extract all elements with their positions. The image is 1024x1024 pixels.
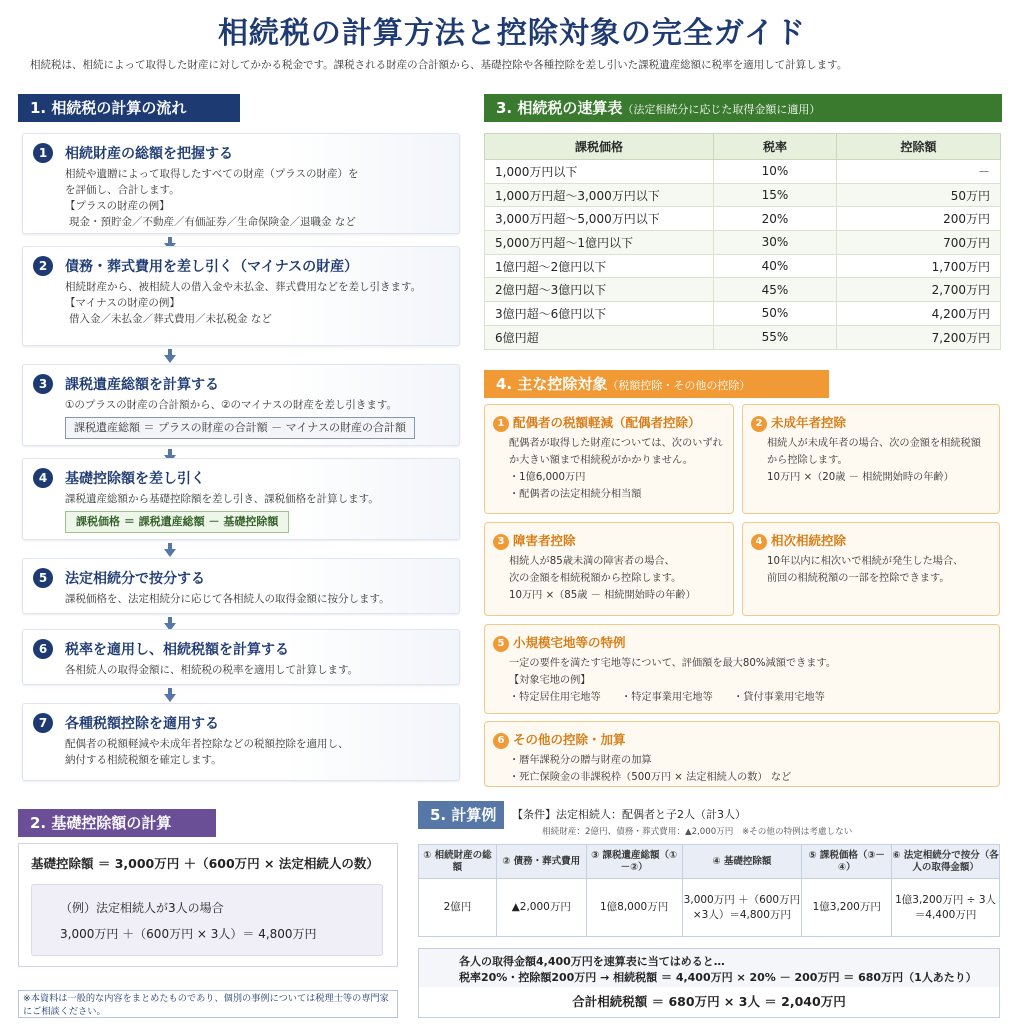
calc-col: ① 相続財産の総額 [419, 845, 497, 879]
deduction-line: 前回の相続税額の一部を控除できます。 [767, 573, 950, 584]
rate-percent: 50% [714, 302, 837, 326]
deduction-body [509, 752, 993, 786]
calc-value: 1億3,200万円 [802, 879, 892, 937]
basic-deduction-example [31, 884, 383, 956]
example-label: （例）法定相続人が3人の場合 [60, 901, 224, 915]
step-title: 債務・葬式費用を差し引く（マイナスの財産） [65, 259, 359, 275]
rate-row [485, 254, 1001, 278]
deduction-line: 10万円 ×（20歳 － 相続開始時の年齢） [767, 472, 954, 483]
step-line: 相続財産から、被相続人の借入金や未払金、葬式費用などを差し引きます。 [65, 281, 422, 293]
step-title: 課税遺産総額を計算する [65, 377, 219, 393]
deduction-title-text: 未成年者控除 [771, 415, 847, 430]
step-formula-wrap [65, 413, 449, 439]
rate-price: 2億円超～3億円以下 [485, 278, 714, 302]
step-title: 税率を適用し、相続税額を計算する [65, 642, 289, 658]
rate-percent: 40% [714, 254, 837, 278]
flow-arrow-icon [164, 549, 176, 557]
rate-percent: 10% [714, 160, 837, 184]
deduction-body [767, 553, 993, 587]
rate-price: 1,000万円超～3,000万円以下 [485, 183, 714, 207]
deduction-body [767, 435, 993, 486]
flow-arrow-icon [164, 694, 176, 702]
step-number: 4 [33, 468, 53, 488]
step-body [65, 736, 449, 768]
rate-row [485, 231, 1001, 255]
calc-value: 3,000万円 ＋（600万円×3人）＝4,800万円 [682, 879, 802, 937]
rate-deduction: 7,200万円 [837, 325, 1001, 349]
deduction-5 [484, 624, 1000, 714]
step-2 [22, 246, 460, 346]
section2-heading: 2. 基礎控除額の計算 [18, 809, 216, 837]
step-title: 相続財産の総額を把握する [65, 146, 233, 162]
basic-deduction-formula: 基礎控除額 ＝ 3,000万円 ＋（600万円 × 法定相続人の数） [31, 856, 379, 871]
rate-deduction: 200万円 [837, 207, 1001, 231]
deduction-number: 5 [493, 636, 509, 652]
deduction-4 [742, 522, 1000, 616]
deduction-3 [484, 522, 734, 616]
step-title: 各種税額控除を適用する [65, 716, 219, 732]
calculation-result [418, 948, 1000, 1018]
step-number: 7 [33, 713, 53, 733]
deduction-number: 4 [751, 534, 767, 550]
rate-col-price: 課税価格 [485, 134, 714, 160]
deduction-line: ・1億6,000万円 [509, 472, 586, 483]
deduction-line: 【対象宅地の例】 [509, 675, 591, 686]
result-line2: 税率20%・控除額200万円 → 相続税額 ＝ 4,400万円 × 20% － 200万円 ＝ 680万円（1人あたり） [459, 971, 977, 984]
deduction-6 [484, 721, 1000, 787]
step-title: 法定相続分で按分する [65, 571, 205, 587]
deduction-line: か大きい額まで相続税がかかりません。 [509, 455, 693, 466]
calc-col: ⑥ 法定相続分で按分（各人の取得金額） [892, 845, 1000, 879]
deduction-number: 2 [751, 416, 767, 432]
deduction-title-text: その他の控除・加算 [513, 732, 626, 747]
rate-percent: 30% [714, 231, 837, 255]
deduction-line: 配偶者が取得した財産については、次のいずれ [509, 438, 723, 449]
section1-heading: 1. 相続税の計算の流れ [18, 94, 240, 122]
section4-heading-main: 4. 主な控除対象 [496, 375, 608, 393]
step-line: 【プラスの財産の例】 [65, 200, 170, 212]
example-calc: 3,000万円 ＋（600万円 × 3人）＝ 4,800万円 [60, 927, 317, 941]
section3-heading-sub: （法定相続分に応じた取得金額に適用） [622, 103, 821, 116]
rate-col-deduction: 控除額 [837, 134, 1001, 160]
flow-arrow-icon [164, 355, 176, 363]
deduction-line: 相続人が85歳未満の障害者の場合、 [509, 556, 675, 567]
deduction-number: 3 [493, 534, 509, 550]
calc-col: ⑤ 課税価格（③－④） [802, 845, 892, 879]
step-title: 基礎控除額を差し引く [65, 471, 205, 487]
step-line: 現金・預貯金／不動産／有価証券／生命保険金／退職金 など [69, 216, 356, 228]
disclaimer-note: ※本資料は一般的な内容をまとめたものであり、個別の事例については税理士等の専門家にご相談ください。 [18, 990, 398, 1018]
step-formula: 課税遺産総額 ＝ プラスの財産の合計額 － マイナスの財産の合計額 [65, 417, 415, 439]
deduction-line: から控除します。 [767, 455, 848, 466]
calculation-example-table [418, 844, 1000, 937]
rate-row [485, 325, 1001, 349]
rate-percent: 45% [714, 278, 837, 302]
deduction-title [751, 531, 846, 550]
rate-price: 1,000万円以下 [485, 160, 714, 184]
step-5 [22, 558, 460, 614]
step-body [65, 166, 449, 230]
step-6 [22, 629, 460, 685]
deduction-body [509, 655, 993, 706]
step-line: 各相続人の取得金額に、相続税の税率を適用して計算します。 [65, 664, 359, 676]
deduction-number: 1 [493, 416, 509, 432]
rate-deduction: 50万円 [837, 183, 1001, 207]
section4-heading [484, 370, 829, 398]
step-number: 1 [33, 143, 53, 163]
deduction-body [509, 435, 727, 503]
deduction-title [493, 633, 626, 652]
rate-col-rate: 税率 [714, 134, 837, 160]
section5-heading: 5. 計算例 [418, 801, 504, 829]
deduction-1 [484, 404, 734, 514]
deduction-title-text: 相次相続控除 [771, 533, 847, 548]
step-line: 【マイナスの財産の例】 [65, 297, 180, 309]
step-line: 配偶者の税額軽減や未成年者控除などの税額控除を適用し、 [65, 738, 349, 750]
rate-percent: 15% [714, 183, 837, 207]
deduction-line: 10万円 ×（85歳 － 相続開始時の年齢） [509, 590, 696, 601]
rate-deduction: 4,200万円 [837, 302, 1001, 326]
rate-percent: 55% [714, 325, 837, 349]
deduction-line: ・配偶者の法定相続分相当額 [509, 489, 642, 500]
deduction-2 [742, 404, 1000, 514]
example-conditions: 【条件】法定相続人：配偶者と子2人（計3人） [512, 808, 746, 821]
step-line: 課税遺産総額から基礎控除額を差し引き、課税価格を計算します。 [65, 493, 379, 505]
deduction-line: 次の金額を相続税額から控除します。 [509, 573, 682, 584]
deduction-line: ・死亡保険金の非課税枠（500万円 × 法定相続人の数） など [509, 772, 792, 783]
calc-value: ▲2,000万円 [496, 879, 586, 937]
result-total: 合計相続税額 ＝ 680万円 × 3人 ＝ 2,040万円 [419, 987, 999, 1017]
step-formula-wrap [65, 507, 449, 533]
rate-price: 6億円超 [485, 325, 714, 349]
step-line: 課税価格を、法定相続分に応じて各相続人の取得金額に按分します。 [65, 593, 390, 605]
step-number: 3 [33, 374, 53, 394]
deduction-title-text: 障害者控除 [513, 533, 576, 548]
deduction-line: 相続人が未成年者の場合、次の金額を相続税額 [767, 438, 981, 449]
step-body [65, 662, 449, 678]
rate-price: 3,000万円超～5,000万円以下 [485, 207, 714, 231]
section3-heading [484, 94, 1002, 122]
step-3 [22, 364, 460, 446]
step-1 [22, 133, 460, 234]
deduction-title [493, 413, 701, 432]
rate-row [485, 278, 1001, 302]
calc-col: ④ 基礎控除額 [682, 845, 802, 879]
rate-deduction: － [837, 160, 1001, 184]
deduction-body [509, 553, 727, 604]
step-formula: 課税価格 ＝ 課税遺産総額 － 基礎控除額 [65, 511, 289, 533]
step-7 [22, 703, 460, 781]
basic-deduction-box [18, 843, 398, 967]
rate-row [485, 183, 1001, 207]
step-body [65, 397, 449, 439]
calc-col: ③ 課税遺産総額（①－②） [586, 845, 682, 879]
tax-rate-table [484, 133, 1001, 350]
step-body [65, 591, 449, 607]
rate-row [485, 207, 1001, 231]
calc-value: 1億8,000万円 [586, 879, 682, 937]
deduction-line: 一定の要件を満たす宅地等について、評価額を最大80%減額できます。 [509, 658, 837, 669]
deduction-title [751, 413, 846, 432]
deduction-line: ・特定居住用宅地等 ・特定事業用宅地等 ・貸付事業用宅地等 [509, 692, 825, 703]
rate-row [485, 302, 1001, 326]
example-conditions-detail: 相続財産：2億円、債務・葬式費用：▲2,000万円 ※その他の特例は考慮しない [542, 827, 853, 837]
deduction-line: 10年以内に相次いで相続が発生した場合、 [767, 556, 964, 567]
deduction-title-text: 配偶者の税額軽減（配偶者控除） [513, 415, 701, 430]
deduction-title-text: 小規模宅地等の特例 [513, 635, 626, 650]
page-title: 相続税の計算方法と控除対象の完全ガイド [217, 16, 807, 51]
step-line: 相続や遺贈によって取得したすべての財産（プラスの財産）を [65, 168, 359, 180]
rate-price: 3億円超～6億円以下 [485, 302, 714, 326]
section4-heading-sub: （税額控除・その他の控除） [607, 379, 751, 392]
step-number: 5 [33, 568, 53, 588]
step-body [65, 279, 449, 327]
rate-price: 1億円超～2億円以下 [485, 254, 714, 278]
deduction-title [493, 531, 576, 550]
step-line: 納付する相続税額を確定します。 [65, 754, 222, 766]
rate-percent: 20% [714, 207, 837, 231]
step-body [65, 491, 449, 533]
step-4 [22, 458, 460, 540]
calc-value: 1億3,200万円 ÷ 3人 ＝4,400万円 [892, 879, 1000, 937]
result-line1: 各人の取得金額4,400万円を速算表に当てはめると… [459, 955, 725, 968]
step-number: 2 [33, 256, 53, 276]
calc-col: ② 債務・葬式費用 [496, 845, 586, 879]
rate-deduction: 700万円 [837, 231, 1001, 255]
intro-text: 相続税は、相続によって取得した財産に対してかかる税金です。課税される財産の合計額から、基礎控除や各種控除を差し引いた課税遺産総額に税率を適用して計算します。 [30, 59, 848, 71]
deduction-line: ・暦年課税分の贈与財産の加算 [509, 755, 652, 766]
rate-deduction: 1,700万円 [837, 254, 1001, 278]
calc-value: 2億円 [419, 879, 497, 937]
step-number: 6 [33, 639, 53, 659]
rate-deduction: 2,700万円 [837, 278, 1001, 302]
step-line: 借入金／未払金／葬式費用／未払税金 など [69, 313, 272, 325]
deduction-number: 6 [493, 733, 509, 749]
rate-price: 5,000万円超～1億円以下 [485, 231, 714, 255]
rate-row [485, 160, 1001, 184]
deduction-title [493, 730, 626, 749]
step-line: を評価し、合計します。 [65, 184, 180, 196]
section3-heading-main: 3. 相続税の速算表 [496, 99, 623, 117]
step-line: ①のプラスの財産の合計額から、②のマイナスの財産を差し引きます。 [65, 399, 398, 411]
